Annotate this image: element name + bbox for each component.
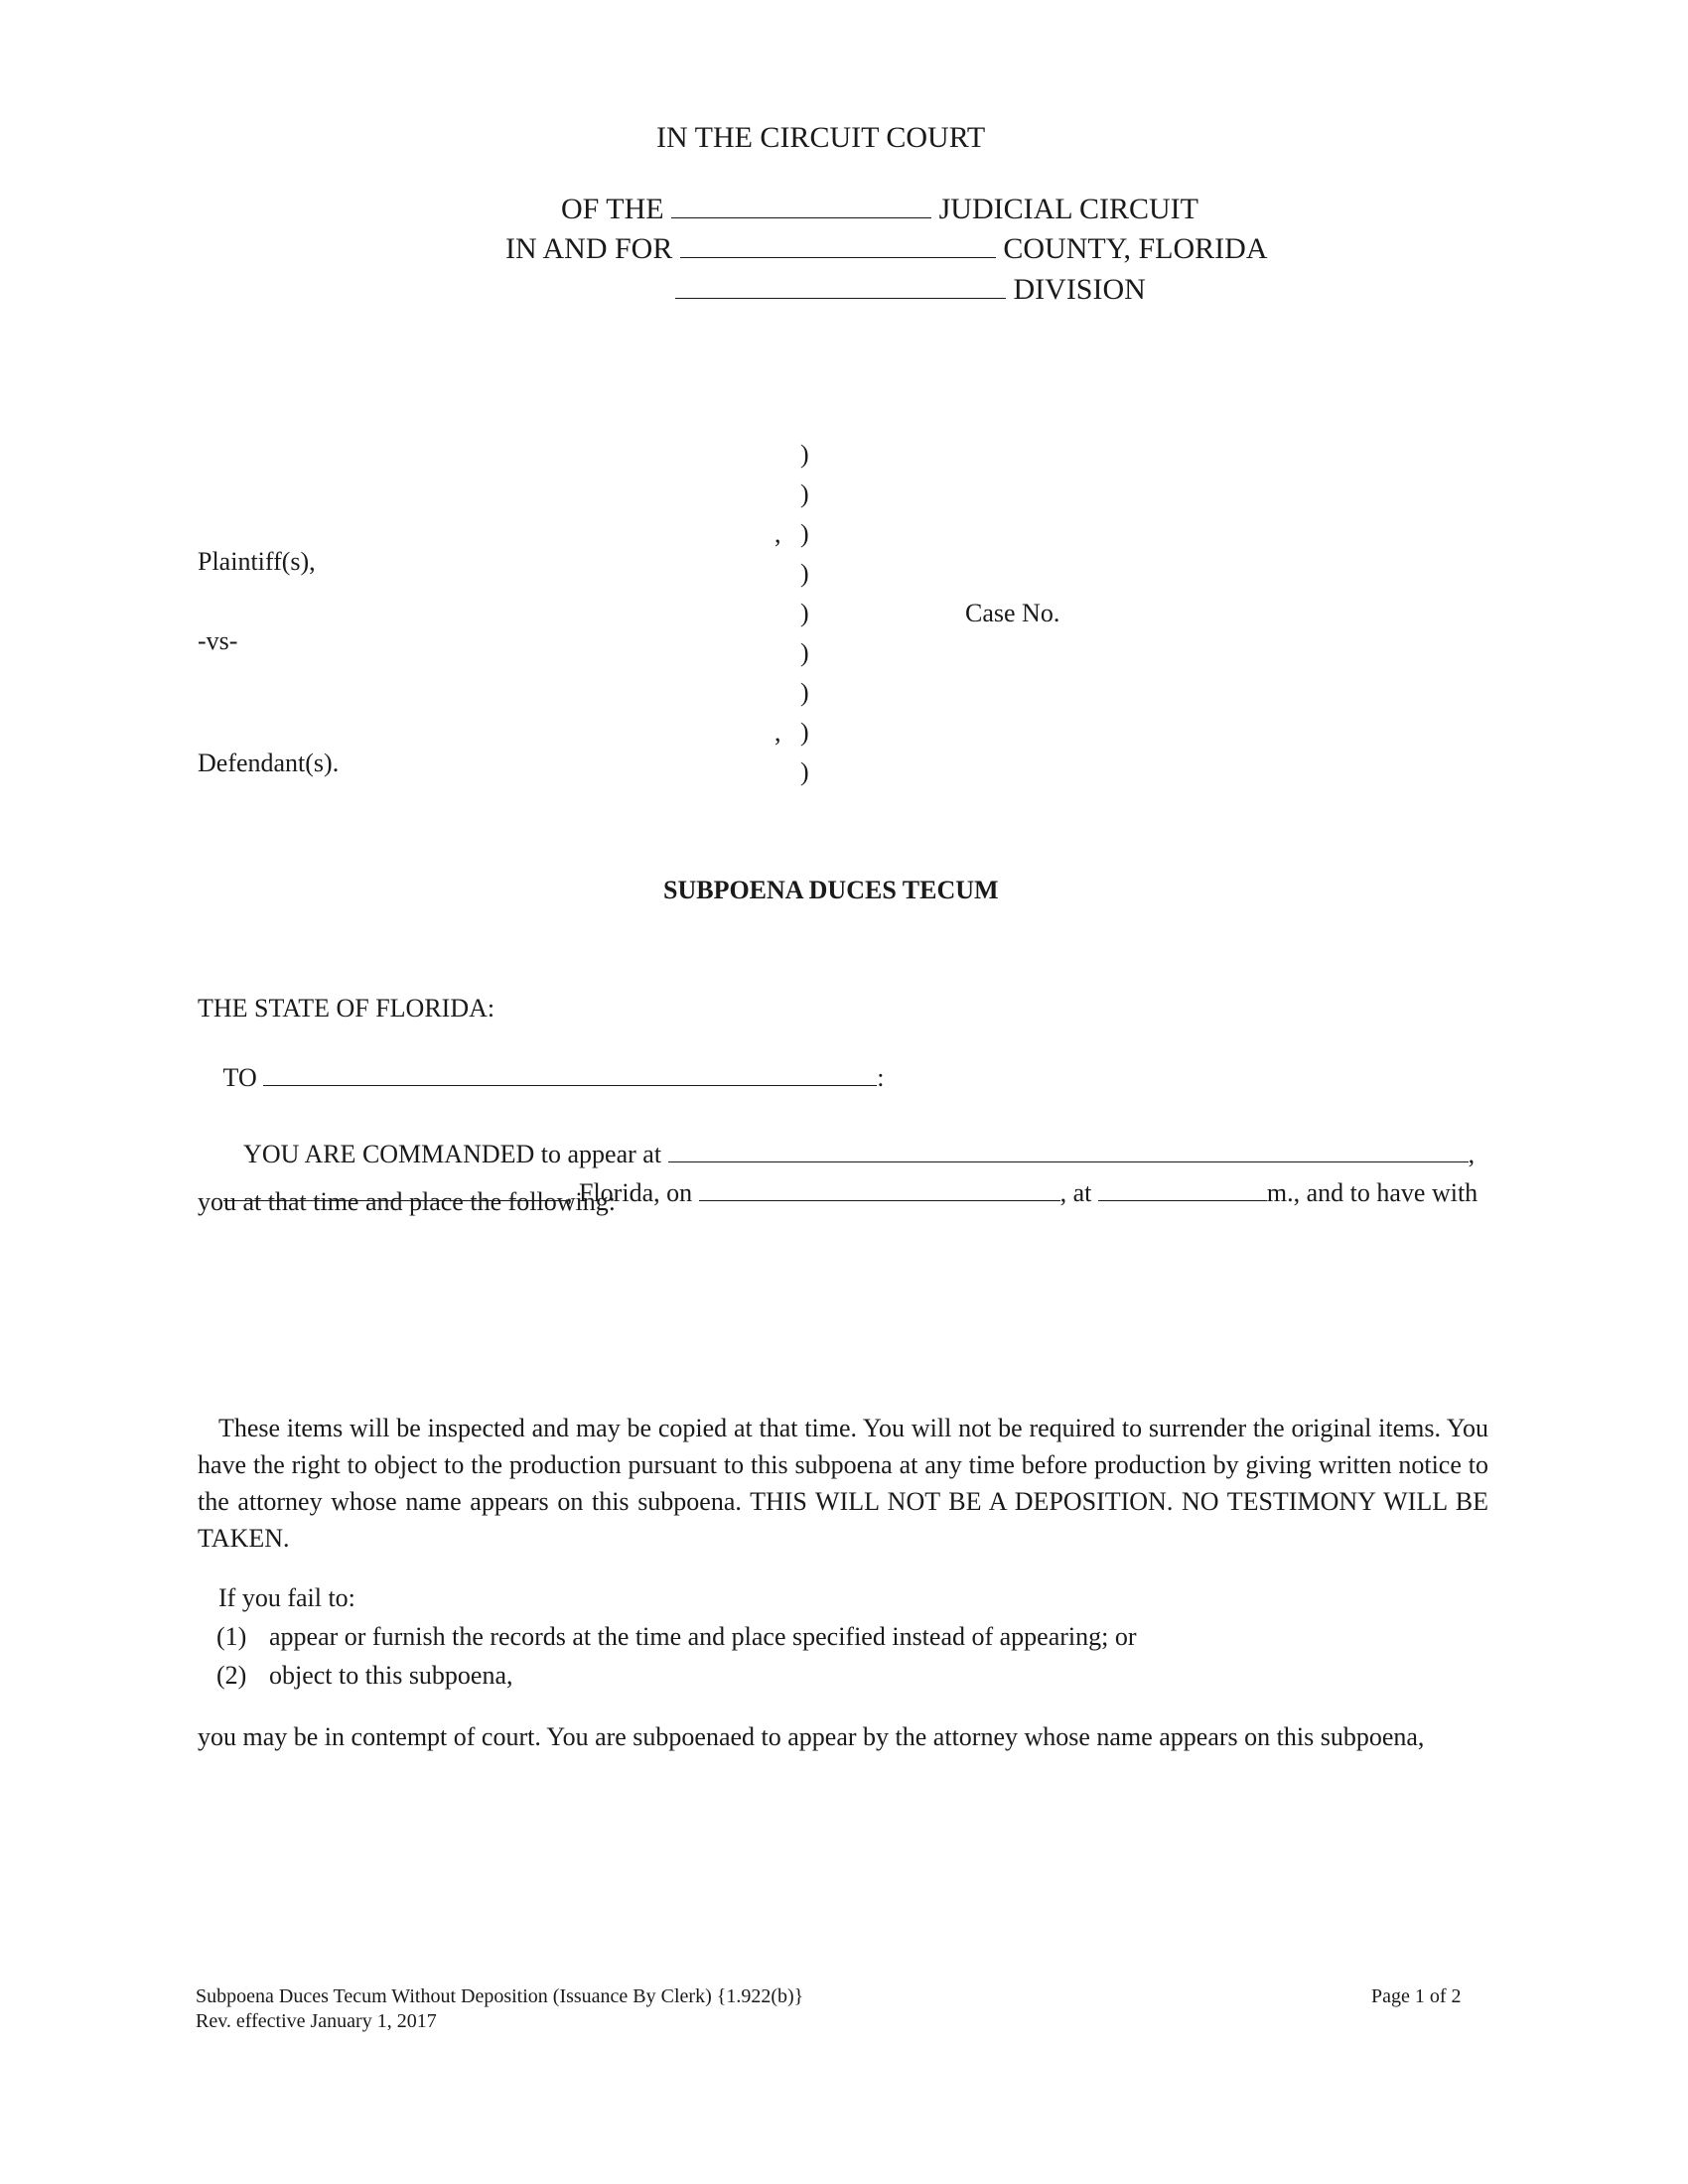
caption-paren: ) [800, 718, 809, 747]
caption-paren: ) [800, 599, 809, 627]
time-blank[interactable] [1098, 1176, 1267, 1201]
contempt-line: you may be in contempt of court. You are subpoenaed to appear by the attorney whose name appears on this subpoena, [198, 1722, 1425, 1751]
caption-paren: ) [800, 638, 809, 667]
court-header-line4 [631, 244, 1146, 335]
footer-form-title: Subpoena Duces Tecum Without Deposition (Issuance By Clerk) {1.922(b)} [196, 1985, 804, 2007]
to-label: TO [222, 1063, 257, 1092]
caption-comma: , [774, 519, 781, 548]
court-header-judicial-circuit: JUDICIAL CIRCUIT [938, 193, 1198, 225]
court-header-of-the: OF THE [561, 193, 664, 225]
to-line [198, 1035, 884, 1117]
florida-on-text: , Florida, on [566, 1178, 693, 1207]
caption-paren: ) [800, 440, 809, 469]
court-header-division: DIVISION [1013, 273, 1146, 306]
caption-paren: ) [800, 519, 809, 548]
footer-revision: Rev. effective January 1, 2017 [196, 2010, 437, 2032]
vs-label: -vs- [198, 626, 238, 655]
state-of-florida-line: THE STATE OF FLORIDA: [198, 994, 495, 1023]
footer-page-number: Page 1 of 2 [1371, 1985, 1462, 2007]
fail-intro: If you fail to: [218, 1583, 355, 1612]
command-intro: YOU ARE COMMANDED to appear at [243, 1140, 662, 1168]
division-blank[interactable] [675, 274, 1006, 299]
fail-item-2-number: (2) [216, 1661, 247, 1690]
plaintiff-label: Plaintiff(s), [198, 547, 316, 576]
defendant-label: Defendant(s). [198, 749, 340, 777]
at-text: , at [1059, 1178, 1092, 1207]
date-blank[interactable] [699, 1176, 1060, 1201]
caption-paren: ) [800, 479, 809, 508]
fail-item-2-text: object to this subpoena, [269, 1661, 513, 1690]
court-header-county-florida: COUNTY, FLORIDA [1003, 232, 1268, 265]
command-comma: , [1468, 1140, 1476, 1168]
document-title: SUBPOENA DUCES TECUM [663, 876, 999, 904]
m-and-have-text: m., and to have with [1266, 1178, 1478, 1207]
caption-paren: ) [800, 678, 809, 707]
court-header-line1: IN THE CIRCUIT COURT [656, 121, 986, 154]
to-colon: : [877, 1063, 885, 1092]
caption-comma: , [774, 718, 781, 747]
recipient-blank[interactable] [263, 1061, 877, 1086]
caption-paren: ) [800, 559, 809, 588]
fail-item-1-text: appear or furnish the records at the time and place specified instead of appearing; or [269, 1622, 1137, 1651]
court-header-in-and-for: IN AND FOR [505, 232, 673, 265]
fail-item-1-number: (1) [216, 1622, 247, 1651]
inspection-paragraph: These items will be inspected and may be copied at that time. You will not be required to surrender the original items. You have the right to object to the production pursuant to this subpoena at any time before production by giving written notice to the attorney whose name appears on this subpoena. THIS WILL NOT BE A DEPOSITION. NO TESTIMONY WILL BE TAKEN. [198, 1414, 1488, 1553]
case-number-label: Case No. [965, 599, 1060, 627]
caption-paren: ) [800, 757, 809, 786]
command-line3: you at that time and place the following: [198, 1187, 616, 1216]
